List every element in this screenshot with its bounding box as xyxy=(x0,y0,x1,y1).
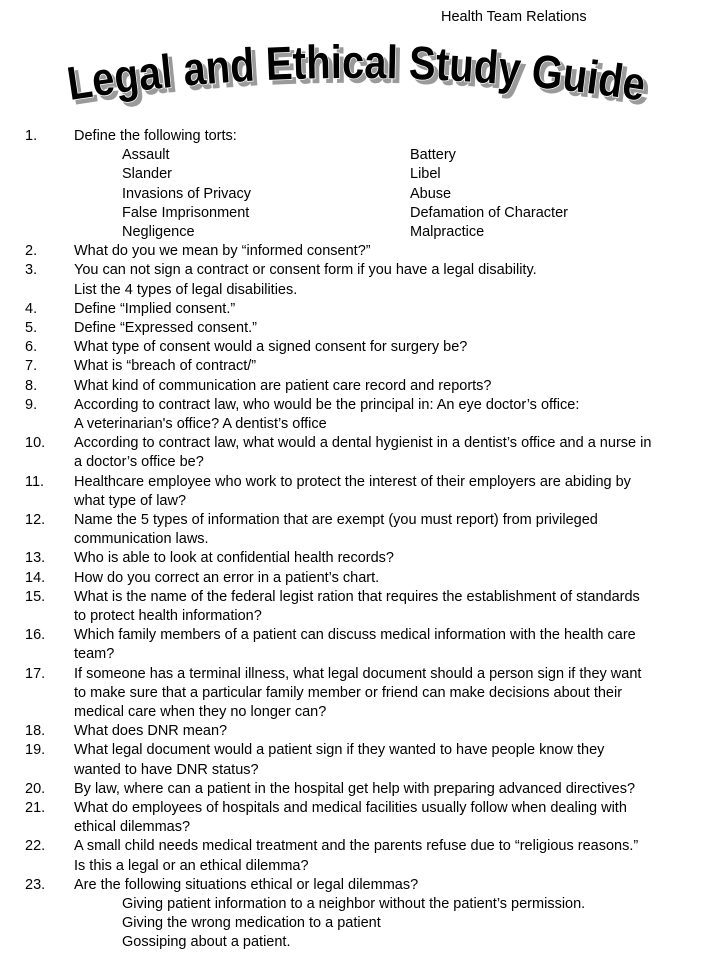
question-number: 17. xyxy=(25,665,46,682)
question-number: 11. xyxy=(25,473,45,490)
question-text: How do you correct an error in a patient’s chart. xyxy=(74,569,380,586)
dilemma-situation: Giving patient information to a neighbor without the patient’s permission. xyxy=(122,896,586,912)
question-text: What do employees of hospitals and medical facilities usually follow when dealing with xyxy=(74,800,627,816)
tort-term: Defamation of Character xyxy=(410,204,568,221)
question-number: 8. xyxy=(25,377,38,394)
question-number: 19. xyxy=(25,742,46,759)
question-text: Healthcare employee who work to protect the interest of their employers are abiding by xyxy=(74,473,631,490)
question-text: ethical dilemmas? xyxy=(74,819,191,836)
tort-term: False Imprisonment xyxy=(122,204,250,221)
question-text: Which family members of a patient can discuss medical information with the health care xyxy=(74,627,636,644)
question-number: 5. xyxy=(25,320,38,336)
question-text: Name the 5 types of information that are exempt (you must report) from privileged xyxy=(74,512,598,528)
tort-term: Malpractice xyxy=(410,224,485,240)
question-number: 7. xyxy=(25,358,38,375)
question-text: What is the name of the federal legist ration that requires the establishment of standards xyxy=(74,588,640,605)
tort-term: Abuse xyxy=(410,185,452,202)
question-text: According to contract law, what would a dental hygienist in a dentist’s office and a nurse in xyxy=(74,435,652,452)
question-text: A small child needs medical treatment and the parents refuse due to “religious reasons.” xyxy=(74,838,639,855)
question-text: Define the following torts: xyxy=(74,128,237,144)
dilemma-situation: Giving the wrong medication to a patient xyxy=(122,915,381,932)
question-text: What do you we mean by “informed consent?” xyxy=(74,243,371,260)
question-text: You can not sign a contract or consent form if you have a legal disability. xyxy=(74,262,537,279)
question-number: 18. xyxy=(25,723,46,740)
question-number: 21. xyxy=(25,800,46,816)
question-number: 4. xyxy=(25,300,38,317)
question-number: 9. xyxy=(25,396,38,413)
question-number: 14. xyxy=(25,569,46,586)
question-text: medical care when they no longer can? xyxy=(74,704,327,720)
question-text: communication laws. xyxy=(74,531,209,548)
question-text: What type of consent would a signed consent for surgery be? xyxy=(74,339,468,356)
question-text: What is “breach of contract/” xyxy=(74,358,257,375)
question-text: By law, where can a patient in the hospital get help with preparing advanced directives? xyxy=(74,780,636,797)
question-text: team? xyxy=(74,646,115,663)
question-number: 15. xyxy=(25,588,46,605)
question-text: What does DNR mean? xyxy=(74,723,228,740)
question-text: Is this a legal or an ethical dilemma? xyxy=(74,857,309,874)
question-text: Are the following situations ethical or legal dilemmas? xyxy=(74,876,419,893)
tort-term: Libel xyxy=(410,166,441,183)
question-text: to protect health information? xyxy=(74,608,262,624)
question-number: 23. xyxy=(25,876,46,893)
question-number: 6. xyxy=(25,339,38,356)
question-text: What kind of communication are patient care record and reports? xyxy=(74,377,492,394)
svg-text:Legal and Ethical Study Guide xyxy=(63,34,654,112)
question-number: 2. xyxy=(25,243,38,260)
question-text: Define “Implied consent.” xyxy=(74,300,236,317)
question-text: If someone has a terminal illness, what legal document should a person sign if they want xyxy=(74,665,642,682)
question-number: 20. xyxy=(25,780,46,797)
tort-term: Invasions of Privacy xyxy=(122,185,251,202)
question-text: Who is able to look at confidential health records? xyxy=(74,550,394,567)
tort-term: Slander xyxy=(122,166,172,183)
course-header: Health Team Relations xyxy=(441,9,587,25)
question-text: What legal document would a patient sign if they wanted to have people know they xyxy=(74,742,605,759)
question-text: a doctor’s office be? xyxy=(74,454,204,471)
tort-term: Assault xyxy=(122,147,170,164)
question-text: According to contract law, who would be the principal in: An eye doctor’s office: xyxy=(74,396,580,413)
question-text: A veterinarian's office? A dentist’s office xyxy=(74,416,327,432)
question-text: List the 4 types of legal disabilities. xyxy=(74,281,298,298)
title-text: Legal and Ethical Study Guide xyxy=(63,34,654,112)
question-number: 3. xyxy=(25,262,38,279)
question-number: 16. xyxy=(25,627,46,644)
tort-term: Negligence xyxy=(122,224,195,240)
question-text: Define “Expressed consent.” xyxy=(74,320,257,336)
question-number: 13. xyxy=(25,550,46,567)
page-title xyxy=(0,0,720,140)
question-number: 12. xyxy=(25,512,46,528)
dilemma-situation: Gossiping about a patient. xyxy=(122,934,291,951)
question-number: 10. xyxy=(25,435,46,452)
question-number: 22. xyxy=(25,838,46,855)
question-number: 1. xyxy=(25,128,38,144)
tort-term: Battery xyxy=(410,147,456,164)
question-text: what type of law? xyxy=(74,492,187,509)
question-text: to make sure that a particular family member or friend can make decisions about their xyxy=(74,684,623,701)
question-text: wanted to have DNR status? xyxy=(74,761,259,778)
